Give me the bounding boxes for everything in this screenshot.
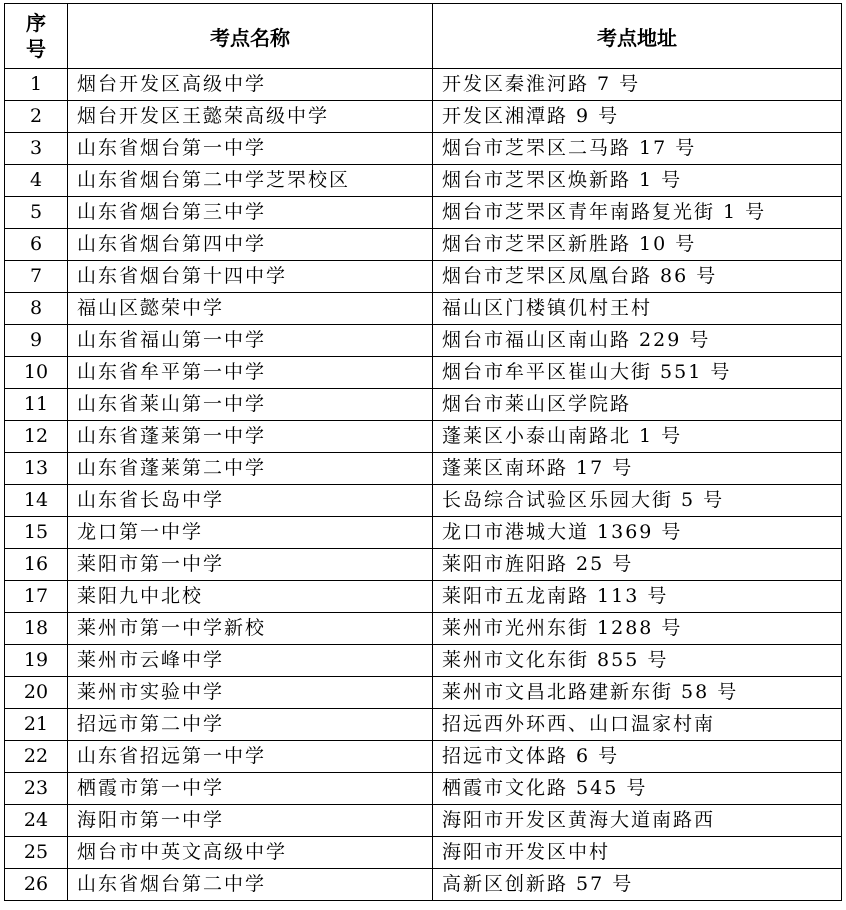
row-number: 8 [5, 293, 68, 325]
row-number: 14 [5, 485, 68, 517]
site-address: 福山区门楼镇仉村王村 [433, 293, 842, 325]
row-number: 7 [5, 261, 68, 293]
site-address: 烟台市芝罘区焕新路 1 号 [433, 165, 842, 197]
table-row [5, 357, 842, 389]
table-row [5, 485, 842, 517]
table-row [5, 869, 842, 901]
site-address: 烟台市莱山区学院路 [433, 389, 842, 421]
row-number: 11 [5, 389, 68, 421]
site-name: 烟台开发区王懿荣高级中学 [68, 101, 433, 133]
site-name: 龙口第一中学 [68, 517, 433, 549]
table-row [5, 581, 842, 613]
site-address: 长岛综合试验区乐园大街 5 号 [433, 485, 842, 517]
site-name: 山东省烟台第三中学 [68, 197, 433, 229]
table-row [5, 517, 842, 549]
site-address: 烟台市牟平区崔山大街 551 号 [433, 357, 842, 389]
table-row [5, 709, 842, 741]
site-address: 蓬莱区小泰山南路北 1 号 [433, 421, 842, 453]
site-name: 莱州市实验中学 [68, 677, 433, 709]
site-name: 山东省烟台第二中学 [68, 869, 433, 901]
site-address: 海阳市开发区黄海大道南路西 [433, 805, 842, 837]
table-header [5, 4, 842, 69]
site-name: 山东省烟台第四中学 [68, 229, 433, 261]
site-address: 莱阳市旌阳路 25 号 [433, 549, 842, 581]
site-address: 烟台市芝罘区青年南路复光街 1 号 [433, 197, 842, 229]
row-number: 19 [5, 645, 68, 677]
site-address: 高新区创新路 57 号 [433, 869, 842, 901]
table-row [5, 645, 842, 677]
site-name: 山东省烟台第一中学 [68, 133, 433, 165]
table-row [5, 741, 842, 773]
site-name: 山东省招远第一中学 [68, 741, 433, 773]
site-address: 海阳市开发区中村 [433, 837, 842, 869]
site-name: 招远市第二中学 [68, 709, 433, 741]
table-row [5, 837, 842, 869]
site-address: 开发区秦淮河路 7 号 [433, 69, 842, 101]
table-row [5, 101, 842, 133]
site-name: 山东省长岛中学 [68, 485, 433, 517]
row-number: 22 [5, 741, 68, 773]
table-row [5, 133, 842, 165]
header-seq [5, 4, 68, 69]
row-number: 16 [5, 549, 68, 581]
table-row [5, 389, 842, 421]
site-address: 烟台市福山区南山路 229 号 [433, 325, 842, 357]
site-name: 莱州市第一中学新校 [68, 613, 433, 645]
site-name: 山东省烟台第十四中学 [68, 261, 433, 293]
row-number: 18 [5, 613, 68, 645]
site-name: 山东省福山第一中学 [68, 325, 433, 357]
header-seq-line1: 序 [26, 11, 46, 35]
site-name: 烟台市中英文高级中学 [68, 837, 433, 869]
site-address: 招远市文体路 6 号 [433, 741, 842, 773]
row-number: 21 [5, 709, 68, 741]
table-row [5, 69, 842, 101]
site-name: 福山区懿荣中学 [68, 293, 433, 325]
table-row [5, 549, 842, 581]
row-number: 25 [5, 837, 68, 869]
site-name: 海阳市第一中学 [68, 805, 433, 837]
table-row [5, 325, 842, 357]
site-name: 山东省烟台第二中学芝罘校区 [68, 165, 433, 197]
row-number: 17 [5, 581, 68, 613]
table-row [5, 165, 842, 197]
site-address: 烟台市芝罘区二马路 17 号 [433, 133, 842, 165]
row-number: 15 [5, 517, 68, 549]
table-row [5, 421, 842, 453]
site-name: 山东省蓬莱第一中学 [68, 421, 433, 453]
row-number: 1 [5, 69, 68, 101]
site-name: 莱州市云峰中学 [68, 645, 433, 677]
row-number: 20 [5, 677, 68, 709]
row-number: 13 [5, 453, 68, 485]
row-number: 23 [5, 773, 68, 805]
site-name: 栖霞市第一中学 [68, 773, 433, 805]
row-number: 24 [5, 805, 68, 837]
table-row [5, 197, 842, 229]
header-site-name: 考点名称 [68, 4, 433, 69]
site-address: 莱州市光州东街 1288 号 [433, 613, 842, 645]
row-number: 6 [5, 229, 68, 261]
table-row [5, 805, 842, 837]
site-address: 开发区湘潭路 9 号 [433, 101, 842, 133]
site-address: 烟台市芝罘区新胜路 10 号 [433, 229, 842, 261]
site-address: 蓬莱区南环路 17 号 [433, 453, 842, 485]
table-body [5, 69, 842, 901]
site-address: 龙口市港城大道 1369 号 [433, 517, 842, 549]
table-row [5, 229, 842, 261]
row-number: 2 [5, 101, 68, 133]
row-number: 12 [5, 421, 68, 453]
table-row [5, 677, 842, 709]
table-row [5, 773, 842, 805]
row-number: 10 [5, 357, 68, 389]
row-number: 4 [5, 165, 68, 197]
header-row [5, 4, 842, 69]
header-site-address: 考点地址 [433, 4, 842, 69]
site-name: 山东省莱山第一中学 [68, 389, 433, 421]
site-address: 栖霞市文化路 545 号 [433, 773, 842, 805]
table-row [5, 261, 842, 293]
site-name: 莱阳九中北校 [68, 581, 433, 613]
site-address: 莱州市文化东街 855 号 [433, 645, 842, 677]
site-address: 烟台市芝罘区凤凰台路 86 号 [433, 261, 842, 293]
site-address: 招远西外环西、山口温家村南 [433, 709, 842, 741]
site-name: 莱阳市第一中学 [68, 549, 433, 581]
table-row [5, 453, 842, 485]
header-seq-line2: 号 [26, 37, 46, 61]
table-row [5, 613, 842, 645]
row-number: 3 [5, 133, 68, 165]
site-address: 莱州市文昌北路建新东街 58 号 [433, 677, 842, 709]
row-number: 5 [5, 197, 68, 229]
row-number: 26 [5, 869, 68, 901]
site-address: 莱阳市五龙南路 113 号 [433, 581, 842, 613]
exam-sites-table [4, 3, 842, 901]
row-number: 9 [5, 325, 68, 357]
site-name: 山东省牟平第一中学 [68, 357, 433, 389]
table-row [5, 293, 842, 325]
site-name: 烟台开发区高级中学 [68, 69, 433, 101]
site-name: 山东省蓬莱第二中学 [68, 453, 433, 485]
